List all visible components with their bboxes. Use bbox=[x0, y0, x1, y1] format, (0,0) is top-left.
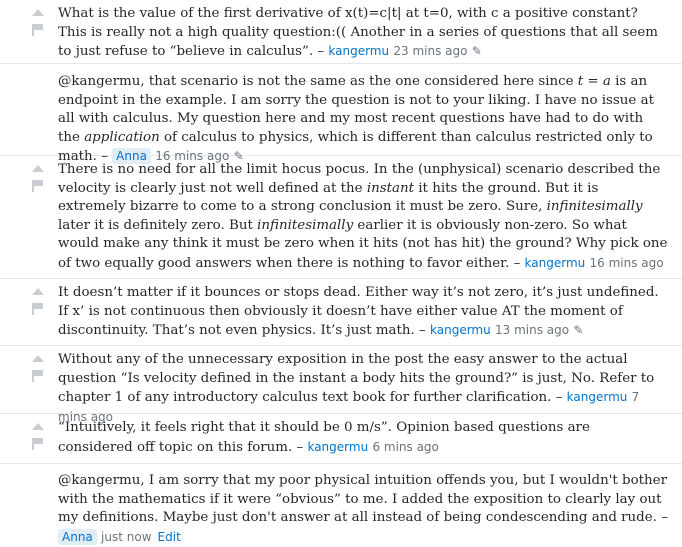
comment-text: “Intuitively, it feels right that it should be 0 m/s”. Opinion based questions are considered off topic on this forum. – bbox=[58, 420, 590, 455]
pencil-icon[interactable]: ✎ bbox=[471, 44, 482, 59]
comment-body bbox=[58, 419, 668, 457]
comment-emphasis: infinitesimally bbox=[546, 199, 643, 215]
comment-actions bbox=[30, 288, 48, 315]
comment-date[interactable]: 16 mins ago bbox=[589, 255, 664, 270]
comment-date[interactable]: just now bbox=[101, 529, 152, 544]
edit-link[interactable]: Edit bbox=[157, 529, 181, 544]
upvote-arrow-icon[interactable] bbox=[32, 423, 44, 430]
flag-icon[interactable] bbox=[32, 438, 44, 450]
comment bbox=[0, 414, 682, 464]
flag-icon[interactable] bbox=[32, 303, 44, 315]
upvote-arrow-icon[interactable] bbox=[32, 288, 44, 295]
comment-emphasis: infinitesimally bbox=[257, 217, 354, 233]
comment-text: later it is definitely zero. But bbox=[58, 217, 258, 233]
comment-actions bbox=[30, 9, 48, 36]
comment-user[interactable]: kangermu bbox=[430, 323, 491, 338]
comment-date[interactable]: 23 mins ago bbox=[393, 44, 468, 59]
comment-user[interactable]: kangermu bbox=[566, 390, 628, 405]
comment bbox=[0, 156, 682, 279]
comment-body bbox=[58, 161, 668, 274]
comment-actions bbox=[30, 423, 48, 450]
upvote-arrow-icon[interactable] bbox=[32, 355, 44, 362]
comment-date[interactable]: 7 mins ago bbox=[58, 390, 640, 424]
comment bbox=[0, 464, 682, 544]
upvote-arrow-icon[interactable] bbox=[32, 9, 44, 16]
comment-emphasis: instant bbox=[366, 180, 415, 196]
comment-user[interactable]: kangermu bbox=[307, 439, 369, 454]
comment-date[interactable]: 6 mins ago bbox=[372, 439, 439, 454]
math-expression: t = a bbox=[577, 74, 611, 89]
comment-date[interactable]: 16 mins ago bbox=[155, 149, 230, 164]
comment bbox=[0, 0, 682, 64]
comment-text: There is no need for all the limit hocus pocus. In the (unphysical) scenario described the velocity is clearly just not well defined at the bbox=[58, 162, 661, 196]
comment bbox=[0, 64, 682, 165]
comment-body bbox=[58, 472, 668, 547]
flag-icon[interactable] bbox=[32, 370, 44, 382]
comment-text: @kangermu, I am sorry that my poor physical intuition offends you, but I wouldn't bother with the mathematics if it were “obvious” to me. I added the exposition to clearly lay out my definitions. Maybe just don't answer at all instead of being condescending and rude. – bbox=[58, 473, 668, 526]
comment-user[interactable]: kangermu bbox=[524, 255, 586, 270]
comment-text: It doesn’t matter if it bounces or stops dead. Either way it’s not zero, it’s just undefined. If x’ is not continuous then obviously it doesn’t have either value AT the moment of discontinuity. That’s not even physics. It’s just math. – bbox=[58, 285, 659, 339]
pencil-icon[interactable]: ✎ bbox=[233, 149, 244, 164]
comment-actions bbox=[30, 165, 48, 192]
comment-text: @kangermu, that scenario is not the same as the one considered here since bbox=[58, 74, 578, 89]
comment-body bbox=[58, 5, 668, 62]
comment bbox=[0, 346, 682, 424]
comment-text: earlier it is obviously non-zero. So what would make any think it must be zero when it hits (not has hit) the ground? Why pick one of two equally good answers when there is nothing to favor either. – bbox=[58, 217, 668, 271]
comment-text: is an endpoint in the example. I am sorry the question is not to your liking. I have no issue at all with calculus. My question here and my most recent questions have had to do with the bbox=[58, 74, 654, 145]
comment-actions bbox=[30, 355, 48, 382]
comment-user-op[interactable]: Anna bbox=[112, 148, 151, 164]
pencil-icon[interactable]: ✎ bbox=[573, 323, 584, 338]
comment-text: of calculus to physics, which is different than calculus restricted only to math. – bbox=[58, 129, 653, 165]
flag-icon[interactable] bbox=[32, 180, 44, 192]
comment-text: Without any of the unnecessary exposition in the post the easy answer to the actual question “Is velocity defined in the instant a body hits the ground?” is just, No. Refer to chapter 1 of any introductory calculus text book for further clarification. – bbox=[58, 352, 655, 406]
comment-body bbox=[58, 284, 668, 341]
comment-user[interactable]: kangermu bbox=[328, 44, 390, 59]
comment bbox=[0, 279, 682, 346]
comment-emphasis: application bbox=[84, 129, 160, 145]
comment-text: it hits the ground. But it is extremely bizarre to come to a strong conclusion it must be zero. Sure, bbox=[58, 180, 599, 215]
flag-icon[interactable] bbox=[32, 24, 44, 36]
comment-body bbox=[58, 73, 668, 167]
upvote-arrow-icon[interactable] bbox=[32, 165, 44, 172]
comment-user-op[interactable]: Anna bbox=[58, 529, 97, 545]
comment-text: What is the value of the first derivative of x(t)=c|t| at t=0, with c a positive constant? This is really not a high quality question:(( Another in a series of questions that all seem to just refuse to “believe in calculus”. – bbox=[58, 6, 658, 60]
comment-date[interactable]: 13 mins ago bbox=[495, 323, 570, 338]
